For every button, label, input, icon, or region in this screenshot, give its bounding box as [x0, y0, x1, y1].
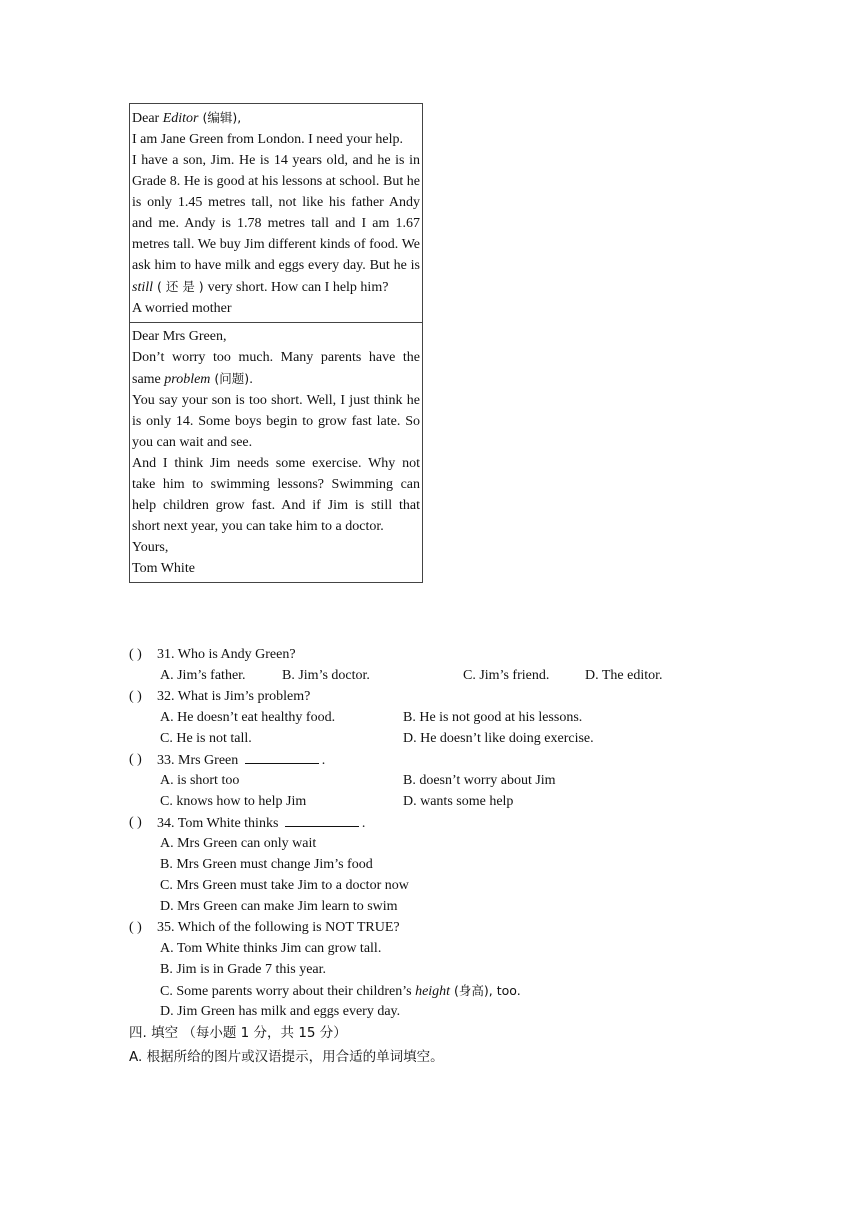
option-a: A. Mrs Green can only wait: [160, 836, 317, 851]
option-b: B. Jim’s doctor.: [282, 668, 370, 683]
question-end-punct: .: [361, 816, 366, 831]
question-34: [129, 812, 729, 833]
letter-cell: [130, 104, 422, 322]
letter-table: [129, 103, 423, 583]
letter-p2-text: I have a son, Jim. He is 14 years old, and he is in Grade 8. He is good at his lessons at school. But he is only 1.45 metres tall, not like his father Andy and me. Andy is 1.78 metres tall and I am 1.67 metres tall. We buy Jim different kinds of food. We ask him to have milk and eggs every day. But he is: [132, 153, 420, 273]
answer-blank[interactable]: ( ): [129, 689, 142, 704]
reply-paragraph-3: And I think Jim needs some exercise. Why not take him to swimming lessons? Swimming can help children grow fast. And if Jim is still that short next year, you can take him to a doctor.: [132, 456, 420, 534]
option-d: D. He doesn’t like doing exercise.: [403, 731, 594, 746]
fill-blank-line: [245, 749, 319, 764]
question-stem: 33. Mrs Green: [157, 753, 239, 768]
option-a: A. Tom White thinks Jim can grow tall.: [160, 941, 382, 956]
question-32-options-cd: [129, 728, 729, 749]
question-text: [157, 749, 325, 771]
letter-salutation: [132, 107, 420, 129]
option-b: B. He is not good at his lessons.: [403, 710, 583, 725]
letter-signoff: A worried mother: [132, 301, 232, 316]
section-4a-instruction: A. 根据所给的图片或汉语提示，用合适的单词填空。: [129, 1049, 444, 1065]
option-c-gloss: (身高), too.: [450, 983, 521, 998]
salutation-italic-word: Editor: [162, 111, 199, 126]
reply-closing: Yours,: [132, 540, 169, 555]
question-34-option-b: [129, 854, 729, 875]
question-35-option-b: [129, 959, 729, 980]
reply-p1-text: Don’t worry too much. Many parents have the same: [132, 350, 420, 387]
reply-p1-italic-word: problem: [164, 372, 211, 387]
question-32-options-ab: [129, 707, 729, 728]
letter-p2-italic-word: still: [132, 280, 154, 295]
question-35: [129, 917, 729, 938]
option-c-italic-word: height: [415, 984, 451, 999]
answer-blank[interactable]: ( ): [129, 815, 142, 830]
reply-cell: [130, 322, 422, 582]
option-c-text: C. Some parents worry about their children’s: [160, 984, 416, 999]
question-33-options-ab: [129, 770, 729, 791]
question-text: 32. What is Jim’s problem?: [157, 689, 311, 704]
question-text: 31. Who is Andy Green?: [157, 647, 296, 662]
option-d: D. Mrs Green can make Jim learn to swim: [160, 899, 398, 914]
question-31-options: [129, 665, 729, 686]
question-33-options-cd: [129, 791, 729, 812]
letter-paragraph-2: [132, 150, 420, 298]
letter-p2-tail: very short. How can I help him?: [207, 280, 389, 295]
question-31: [129, 644, 729, 665]
question-35-option-d: [129, 1001, 729, 1022]
option-a: A. is short too: [160, 773, 240, 788]
question-end-punct: .: [321, 753, 326, 768]
option-c: [160, 980, 521, 1002]
question-34-option-a: [129, 833, 729, 854]
question-34-option-d: [129, 896, 729, 917]
reply-paragraph-1: [132, 347, 420, 390]
option-c: C. He is not tall.: [160, 731, 252, 746]
option-c: C. Mrs Green must take Jim to a doctor now: [160, 878, 409, 893]
option-a: A. He doesn’t eat healthy food.: [160, 710, 336, 725]
question-stem: 34. Tom White thinks: [157, 816, 279, 831]
reply-p1-gloss: (问题).: [210, 371, 254, 386]
section-4-heading: 四. 填空 （每小题 1 分，共 15 分）: [129, 1025, 347, 1041]
option-d: D. wants some help: [403, 794, 514, 809]
option-b: B. doesn’t worry about Jim: [403, 773, 556, 788]
option-b: B. Mrs Green must change Jim’s food: [160, 857, 373, 872]
reply-salutation: Dear Mrs Green,: [132, 329, 227, 344]
question-text: [157, 812, 365, 834]
question-text: 35. Which of the following is NOT TRUE?: [157, 920, 400, 935]
question-33: [129, 749, 729, 770]
question-35-option-c: [129, 980, 729, 1001]
fill-blank-line: [285, 812, 359, 827]
option-b: B. Jim is in Grade 7 this year.: [160, 962, 327, 977]
answer-blank[interactable]: ( ): [129, 647, 142, 662]
reply-signature: Tom White: [132, 561, 195, 576]
letter-p2-gloss: ( 还 是 ): [153, 279, 208, 294]
answer-blank[interactable]: ( ): [129, 752, 142, 767]
question-35-option-a: [129, 938, 729, 959]
question-32: [129, 686, 729, 707]
salutation-gloss: (编辑),: [198, 110, 242, 125]
option-c: C. knows how to help Jim: [160, 794, 307, 809]
option-d: D. Jim Green has milk and eggs every day.: [160, 1004, 401, 1019]
question-list: [129, 644, 729, 1022]
letter-paragraph-1: I am Jane Green from London. I need your help.: [132, 132, 403, 147]
answer-blank[interactable]: ( ): [129, 920, 142, 935]
option-a: A. Jim’s father.: [160, 668, 246, 683]
salutation-text: Dear: [132, 111, 163, 126]
reply-paragraph-2: You say your son is too short. Well, I just think he is only 14. Some boys begin to grow fast late. So you can wait and see.: [132, 393, 420, 450]
option-c: C. Jim’s friend.: [463, 668, 550, 683]
option-d: D. The editor.: [585, 668, 663, 683]
question-34-option-c: [129, 875, 729, 896]
